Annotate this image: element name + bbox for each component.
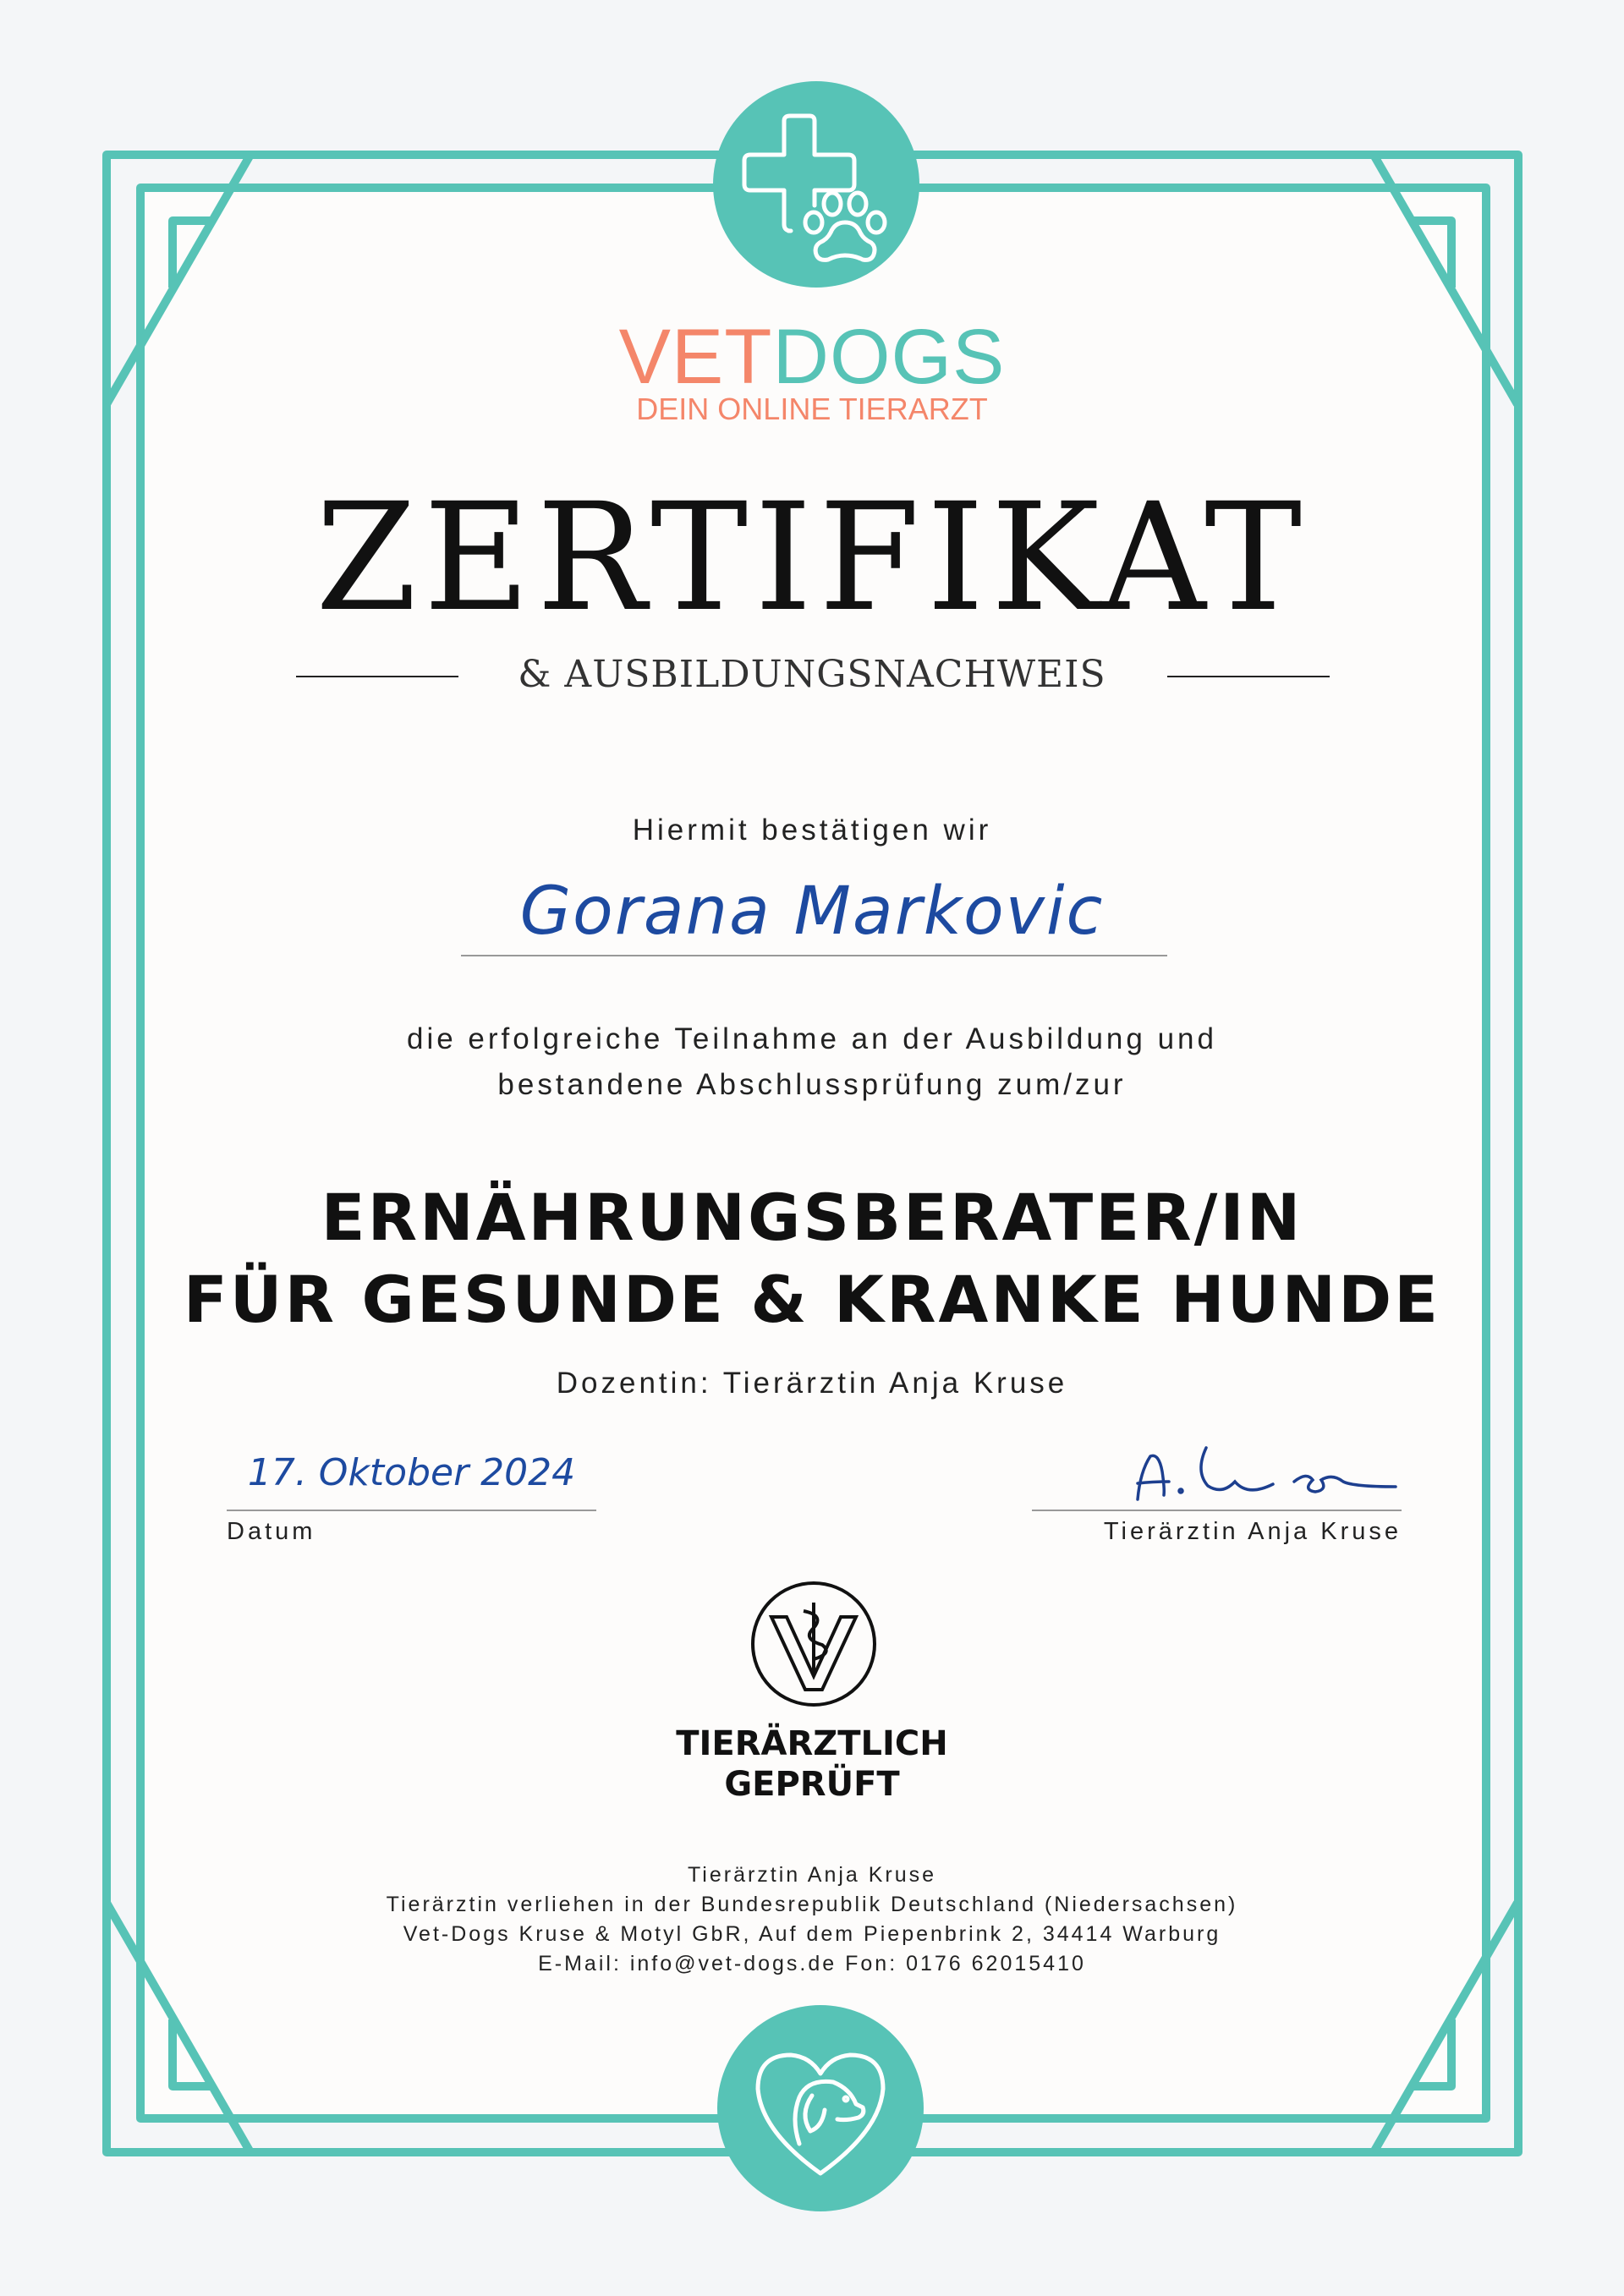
signature-label: Tierärztin Anja Kruse [1103,1518,1402,1545]
statement-line-1: die erfolgreiche Teilnahme an der Ausbildung und [406,1022,1217,1055]
seal-line-1: TIERÄRZTLICH [676,1724,948,1763]
certificate-subtitle: & AUSBILDUNGSNACHWEIS [518,653,1106,696]
certificate-title: ZERTIFIKAT [315,471,1309,644]
course-title-line-1: ERNÄHRUNGSBERATER/IN [321,1180,1303,1255]
bottom-medallion [717,2005,924,2211]
statement-line-2: bestandene Abschlussprüfung zum/zur [497,1068,1127,1101]
seal-line-2: GEPRÜFT [724,1765,900,1804]
recipient-name: Gorana Markovic [519,874,1105,950]
footer-line: E-Mail: info@vet-dogs.de Fon: 0176 62015410 [538,1952,1086,1975]
logo-vet: VET [618,314,773,400]
footer-line: Tierärztin Anja Kruse [687,1863,937,1887]
date-label: Datum [227,1518,316,1545]
course-title-line-2: FÜR GESUNDE & KRANKE HUNDE [183,1262,1441,1337]
handwritten-signature [1138,1448,1396,1499]
intro-text: Hiermit bestätigen wir [632,814,992,847]
footer-line: Tierärztin verliehen in der Bundesrepublik Deutschland (Niedersachsen) [386,1893,1238,1916]
footer-line: Vet-Dogs Kruse & Motyl GbR, Auf dem Piepenbrink 2, 34414 Warburg [403,1922,1221,1946]
outer-border [107,155,1518,2152]
logo-tagline: DEIN ONLINE TIERARZT [636,392,988,426]
footer-info [0,1860,1624,1979]
date-value: 17. Oktober 2024 [247,1451,576,1494]
logo-dogs: DOGS [772,314,1006,400]
vetdogs-logo [0,315,1624,399]
veterinary-seal-icon [753,1583,875,1705]
lecturer: Dozentin: Tierärztin Anja Kruse [556,1367,1068,1400]
